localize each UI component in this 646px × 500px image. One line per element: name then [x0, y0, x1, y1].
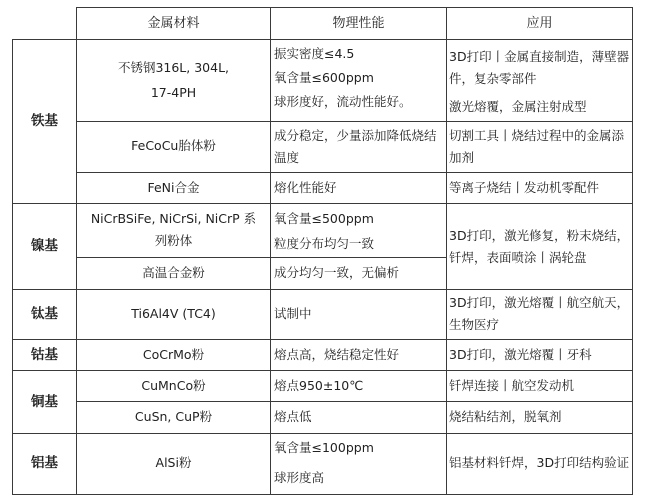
material-nickel-series [77, 208, 270, 252]
group-cobalt: 钴基 [31, 347, 58, 363]
hline [12, 339, 633, 340]
header-material: 金属材料 [147, 16, 200, 31]
hline [76, 257, 446, 258]
group-titanium: 钛基 [31, 306, 58, 322]
props-cumnco: 熔点950±10℃ [274, 378, 364, 393]
vline [632, 7, 633, 495]
app-cusn: 烧结粘结剂，脱氧剂 [449, 409, 562, 424]
props-cusn: 熔点低 [274, 409, 312, 424]
group-nickel: 镍基 [31, 238, 58, 254]
vline [270, 7, 271, 495]
app-line: 3D打印丨金属直接制造，薄壁器 [449, 49, 630, 64]
group-aluminum: 铝基 [31, 455, 58, 471]
props-feni: 熔化性能好 [274, 180, 337, 195]
group-iron: 铁基 [31, 113, 58, 129]
app-ti6al4v [449, 292, 632, 336]
hline [76, 401, 633, 402]
props-cocrmo: 熔点高，烧结稳定性好 [274, 347, 400, 362]
app-line: 3D打印，激光熔覆丨航空航天， [449, 295, 630, 310]
header-properties: 物理性能 [332, 16, 385, 31]
hline [76, 172, 633, 173]
props-stainless-steel [274, 43, 446, 113]
material-ti6al4v: Ti6Al4V (TC4) [131, 306, 216, 321]
prop-line: 球形度高 [274, 470, 325, 485]
app-line: 切割工具丨烧结过程中的金属添 [449, 128, 625, 143]
app-nickel [449, 225, 632, 269]
material-alsi: AlSi粉 [155, 455, 192, 470]
prop-line: 成分稳定，少量添加降低烧结 [274, 128, 437, 143]
app-stainless-steel [449, 46, 632, 118]
hline [12, 370, 633, 371]
material-superalloy: 高温合金粉 [142, 265, 205, 280]
app-line: 加剂 [449, 150, 475, 165]
prop-line: 温度 [274, 150, 300, 165]
vline [446, 7, 447, 495]
app-line: 激光熔覆，金属注射成型 [449, 99, 587, 114]
props-ti6al4v: 试制中 [274, 306, 312, 321]
material-cocrmo: CoCrMo粉 [142, 347, 205, 362]
app-line: 钎焊，表面喷涂丨涡轮盘 [449, 250, 587, 265]
props-fecocu [274, 125, 446, 169]
app-line: 3D打印，激光修复，粉末烧结， [449, 228, 630, 243]
material-cusn: CuSn, CuP粉 [134, 409, 213, 424]
prop-line: 氧含量≤500ppm [274, 211, 374, 226]
material-line: 不锈钢316L, 304L, [117, 60, 230, 75]
hline [12, 289, 633, 290]
material-stainless-steel [77, 57, 270, 104]
app-line: 生物医疗 [449, 317, 500, 332]
app-cocrmo: 3D打印，激光熔覆丨牙科 [449, 347, 592, 362]
hline [12, 433, 633, 434]
app-fecocu [449, 125, 632, 169]
props-superalloy: 成分均匀一致，无偏析 [274, 265, 400, 280]
material-line: 列粉体 [154, 233, 193, 248]
hline [12, 203, 633, 204]
material-cumnco: CuMnCo粉 [141, 378, 206, 393]
group-copper: 铜基 [31, 394, 58, 410]
prop-line: 氧含量≤100ppm [274, 440, 374, 455]
material-feni: FeNi合金 [147, 180, 200, 195]
prop-line: 球形度好，流动性能好。 [274, 94, 412, 109]
prop-line: 氧含量≤600ppm [274, 70, 374, 85]
app-alsi: 铝基材料钎焊，3D打印结构验证 [449, 455, 630, 470]
vline [12, 39, 13, 495]
app-feni: 等离子烧结丨发动机零配件 [449, 180, 600, 195]
prop-line: 振实密度≤4.5 [274, 46, 355, 61]
header-application: 应用 [526, 16, 553, 31]
app-cumnco: 钎焊连接丨航空发动机 [449, 378, 575, 393]
prop-line: 粒度分布均匀一致 [274, 236, 375, 251]
material-line: NiCrBSiFe, NiCrSi, NiCrP 系 [90, 211, 257, 226]
material-fecocu: FeCoCu胎体粉 [131, 138, 216, 153]
props-nickel-series [274, 208, 446, 255]
app-line: 件，复杂零部件 [449, 71, 537, 86]
material-line: 17-4PH [150, 85, 197, 100]
hline [12, 494, 633, 495]
props-alsi [274, 437, 446, 489]
hline [12, 39, 633, 40]
hline [76, 121, 633, 122]
